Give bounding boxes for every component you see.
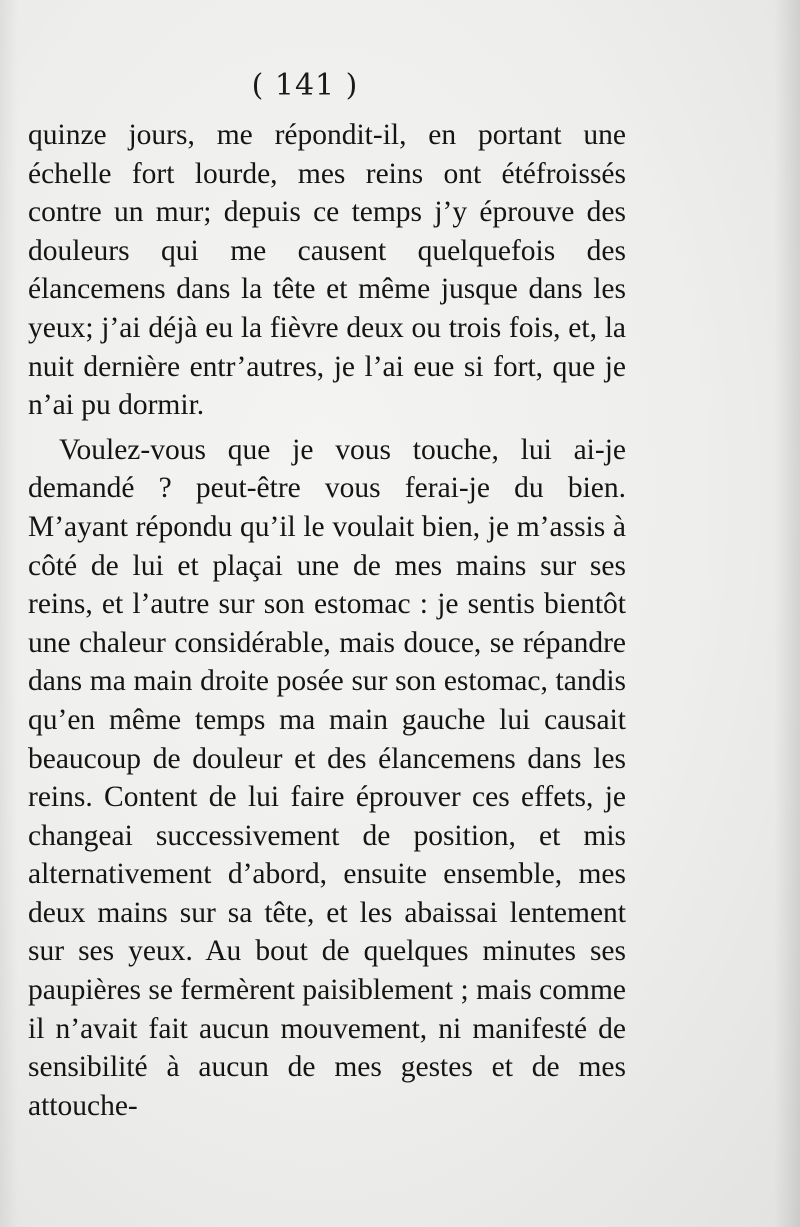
page-edge-shadow <box>774 0 800 1227</box>
paragraph-2: Voulez-vous que je vous touche, lui ai-je demandé ? peut-être vous ferai-je du bien. M’ayant répondu qu’il le voulait bien, je m’assis à côté de lui et plaçai une de mes mains sur ses reins, et l’autre sur son estomac : je sentis bientôt une chaleur considérable, mais douce, se répandre dans ma main droite posée sur son estomac, tandis qu’en même temps ma main gauche lui causait beaucoup de douleur et des élancemens dans les reins. Content de lui faire éprouver ces effets, je changeai successivement de position, et mis alternativement d’abord, ensuite ensemble, mes deux mains sur sa tête, et les abaissai lentement sur ses yeux. Au bout de quelques minutes ses paupières se fermèrent paisiblement ; mais comme il n’avait fait aucun mouvement, ni manifesté de sensibilité à aucun de mes gestes et de mes attouche- <box>28 433 626 1122</box>
gutter-shadow <box>0 0 18 1227</box>
page-number: ( 141 ) <box>251 68 359 103</box>
paragraph-1: quinze jours, me répondit-il, en portant une échelle fort lourde, mes reins ont étéfroissés contre un mur; depuis ce temps j’y éprouve des douleurs qui me causent quelquefois des élancemens dans la tête et même jusque dans les yeux; j’ai déjà eu la fièvre deux ou trois fois, et, la nuit dernière entr’autres, je l’ai eue si fort, que je n’ai pu dormir. <box>28 119 626 422</box>
body-text <box>28 116 626 1125</box>
